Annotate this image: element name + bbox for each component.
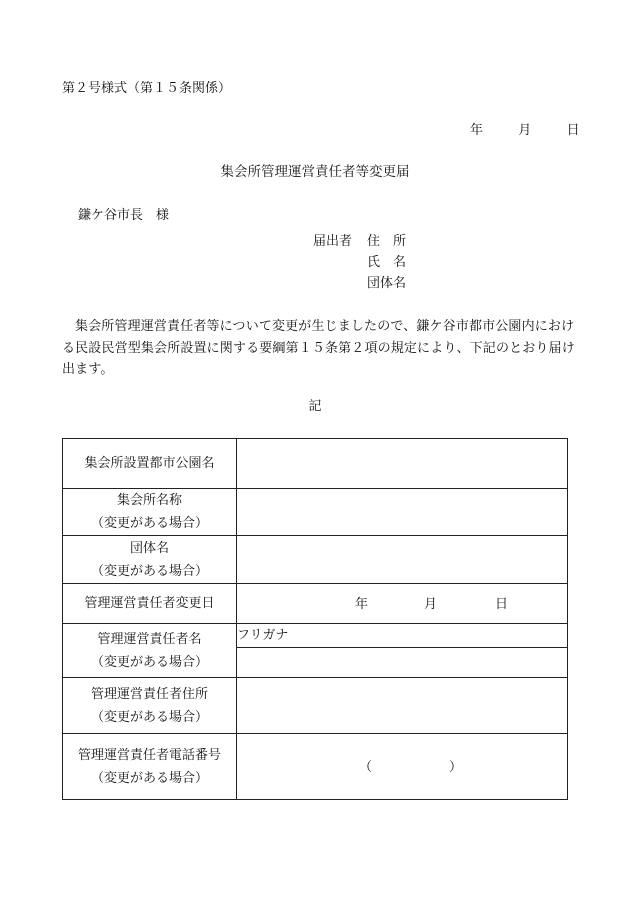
- applicant-label: 届出者: [313, 234, 353, 249]
- addressee: 鎌ケ谷市長 様: [78, 208, 170, 223]
- hall-name-field[interactable]: [237, 489, 568, 536]
- park-name-label: 集会所設置都市公園名: [63, 439, 237, 489]
- change-date-day: 日: [495, 596, 509, 612]
- group-name-field[interactable]: [237, 536, 568, 584]
- notice-body: 集会所管理運営責任者等について変更が生じましたので、鎌ケ谷市都市公園内における民設民営型集会所設置に関する要綱第１５条第２項の規定により、下記のとおり届け出ます。: [62, 319, 575, 377]
- form-number: 第２号様式（第１５条関係）: [62, 81, 232, 96]
- furigana-label: フリガナ: [237, 628, 289, 643]
- group-name-text: 団体名: [129, 540, 169, 556]
- page-title: 集会所管理運営責任者等変更届: [220, 164, 410, 180]
- ki-heading: 記: [308, 399, 322, 414]
- applicant-block: [313, 231, 406, 294]
- manager-phone-field[interactable]: [237, 734, 568, 800]
- date-day-label: 日: [566, 123, 580, 138]
- phone-paren-close: ）: [449, 759, 463, 775]
- hall-name-label: [63, 489, 237, 536]
- applicant-address-label: 住 所: [367, 234, 407, 249]
- manager-phone-change-note: （変更がある場合）: [90, 770, 208, 786]
- manager-phone-text: 管理運営責任者電話番号: [77, 747, 221, 763]
- furigana-field[interactable]: [237, 624, 568, 648]
- change-date-field[interactable]: [237, 584, 568, 624]
- change-date-year: 年: [355, 596, 369, 612]
- group-name-change-note: （変更がある場合）: [90, 563, 208, 579]
- park-name-field[interactable]: [237, 439, 568, 489]
- change-date-month: 月: [424, 596, 438, 612]
- manager-name-field[interactable]: [237, 648, 568, 678]
- phone-paren-open: （: [359, 759, 373, 775]
- change-date-label: 管理運営責任者変更日: [63, 584, 237, 624]
- manager-address-text: 管理運営責任者住所: [90, 686, 208, 702]
- manager-address-label: [63, 678, 237, 734]
- manager-name-change-note: （変更がある場合）: [90, 654, 208, 670]
- manager-phone-label: [63, 734, 237, 800]
- manager-name-label: [63, 624, 237, 678]
- manager-address-field[interactable]: [237, 678, 568, 734]
- manager-address-change-note: （変更がある場合）: [90, 709, 208, 725]
- group-name-label: [63, 536, 237, 584]
- manager-name-text: 管理運営責任者名: [97, 631, 202, 647]
- submission-date: [470, 124, 580, 137]
- date-month-label: 月: [518, 123, 532, 138]
- date-year-label: 年: [470, 123, 484, 138]
- applicant-group-label: 団体名: [367, 276, 407, 291]
- hall-name-change-note: （変更がある場合）: [90, 516, 208, 531]
- details-table: [62, 438, 568, 800]
- applicant-name-label: 氏 名: [367, 255, 407, 270]
- hall-name-text: 集会所名称: [116, 493, 182, 508]
